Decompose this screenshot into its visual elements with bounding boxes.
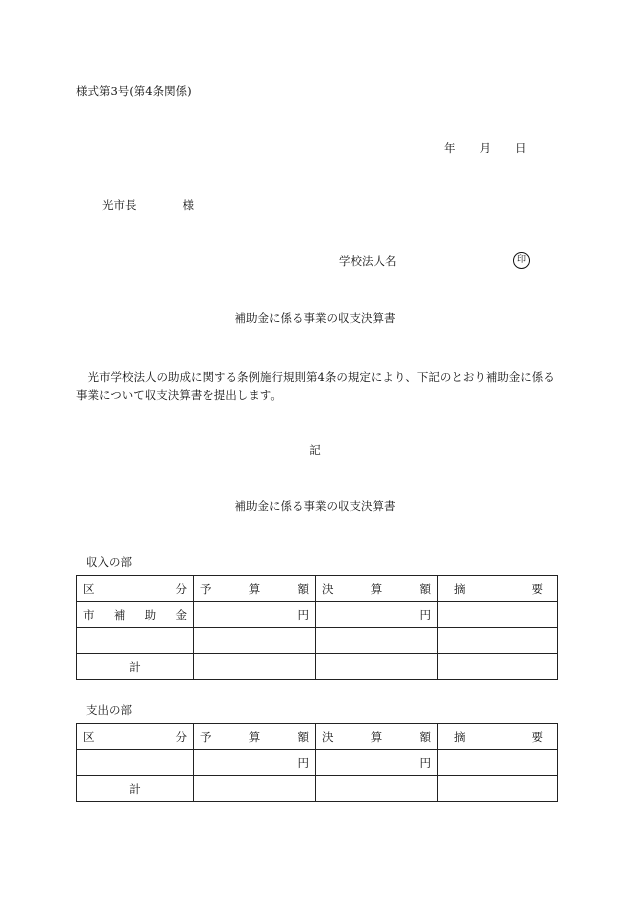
total-label: 計 — [77, 776, 194, 802]
recipient-line — [102, 200, 194, 212]
header-remarks: 摘 要 — [438, 724, 558, 750]
budget-amount-cell[interactable] — [194, 750, 316, 776]
remarks-cell[interactable] — [438, 654, 558, 680]
date-year: 年 — [444, 141, 456, 155]
settlement-amount-cell[interactable] — [316, 628, 438, 654]
recipient-name: 光市長 — [102, 198, 137, 212]
remarks-cell[interactable] — [438, 628, 558, 654]
yen-unit: 円 — [419, 755, 431, 770]
category-cell[interactable] — [77, 750, 194, 776]
category-cell[interactable] — [77, 628, 194, 654]
budget-amount-cell[interactable] — [194, 628, 316, 654]
recipient-honorific: 様 — [182, 198, 194, 212]
table-header-row — [77, 724, 558, 750]
table-total-row — [77, 776, 558, 802]
remarks-cell[interactable] — [438, 602, 558, 628]
date-line — [444, 143, 527, 155]
yen-unit: 円 — [297, 607, 309, 622]
header-category: 区 分 — [77, 724, 194, 750]
header-category: 区 分 — [77, 576, 194, 602]
table-row — [77, 628, 558, 654]
remarks-cell[interactable] — [438, 750, 558, 776]
expense-table — [76, 723, 558, 802]
ki-mark: 記 — [309, 443, 321, 457]
remarks-cell[interactable] — [438, 776, 558, 802]
income-section-label: 収入の部 — [86, 555, 132, 569]
header-settlement: 決 算 額 — [316, 724, 438, 750]
header-settlement: 決 算 額 — [316, 576, 438, 602]
table-row — [77, 602, 558, 628]
table-total-row — [77, 654, 558, 680]
header-remarks: 摘 要 — [438, 576, 558, 602]
date-day: 日 — [515, 141, 527, 155]
header-budget: 予 算 額 — [194, 724, 316, 750]
yen-unit: 円 — [297, 755, 309, 770]
budget-total-cell[interactable] — [194, 776, 316, 802]
applicant-label: 学校法人名 — [339, 254, 397, 268]
header-budget: 予 算 額 — [194, 576, 316, 602]
budget-total-cell[interactable] — [194, 654, 316, 680]
budget-amount-cell[interactable] — [194, 602, 316, 628]
settlement-amount-cell[interactable] — [316, 602, 438, 628]
table-title: 補助金に係る事業の収支決算書 — [234, 499, 396, 513]
form-number: 様式第3号(第4条関係) — [76, 84, 192, 98]
table-header-row — [77, 576, 558, 602]
yen-unit: 円 — [419, 607, 431, 622]
settlement-total-cell[interactable] — [316, 654, 438, 680]
total-label: 計 — [77, 654, 194, 680]
settlement-total-cell[interactable] — [316, 776, 438, 802]
date-month: 月 — [479, 141, 491, 155]
body-text: 光市学校法人の助成に関する条例施行規則第4条の規定により、下記のとおり補助金に係る事業について収支決算書を提出します。 — [76, 370, 555, 402]
table-row — [77, 750, 558, 776]
income-table — [76, 575, 558, 680]
seal-mark: 印 — [513, 252, 530, 269]
document-title: 補助金に係る事業の収支決算書 — [234, 311, 396, 325]
expense-section-label: 支出の部 — [86, 703, 132, 717]
category-city-subsidy: 市 補 助 金 — [77, 602, 194, 628]
settlement-amount-cell[interactable] — [316, 750, 438, 776]
